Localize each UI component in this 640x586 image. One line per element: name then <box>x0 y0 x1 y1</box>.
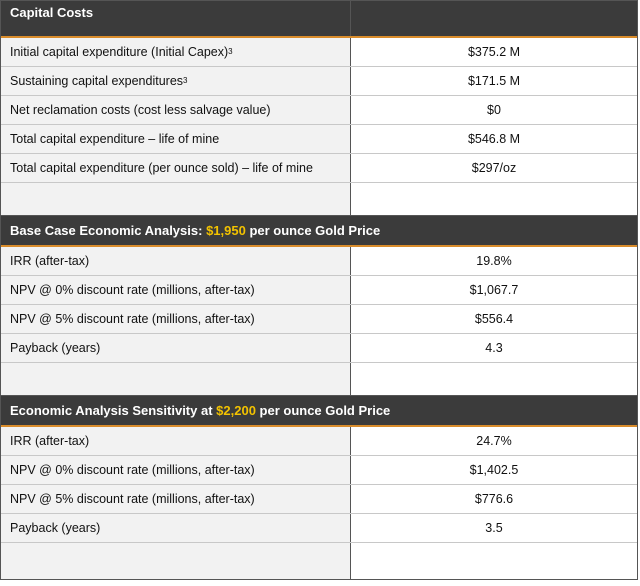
table-row <box>1 125 637 154</box>
row-value: $375.2 M <box>351 38 637 66</box>
sensitivity-title: Economic Analysis Sensitivity at $2,200 per ounce Gold Price <box>10 403 391 418</box>
row-label: NPV @ 0% discount rate (millions, after-tax) <box>1 456 351 484</box>
capital-costs-title: Capital Costs <box>1 1 351 36</box>
row-value: $171.5 M <box>351 67 637 95</box>
row-value: $1,402.5 <box>351 456 637 484</box>
table-row <box>1 38 637 67</box>
table-row <box>1 485 637 514</box>
row-label: IRR (after-tax) <box>1 427 351 455</box>
capital-costs-header <box>1 1 637 38</box>
spacer-row <box>1 363 637 396</box>
row-label: Net reclamation costs (cost less salvage value) <box>1 96 351 124</box>
row-label: IRR (after-tax) <box>1 247 351 275</box>
table-row <box>1 305 637 334</box>
row-value: 4.3 <box>351 334 637 362</box>
row-label: Initial capital expenditure (Initial Capex) 3 <box>1 38 351 66</box>
row-value: 3.5 <box>351 514 637 542</box>
base-case-header <box>1 216 637 247</box>
spacer-row <box>1 543 637 579</box>
table-row <box>1 154 637 183</box>
row-value: $546.8 M <box>351 125 637 153</box>
row-value: $556.4 <box>351 305 637 333</box>
row-value: $1,067.7 <box>351 276 637 304</box>
sensitivity-header <box>1 396 637 427</box>
row-label: NPV @ 5% discount rate (millions, after-tax) <box>1 305 351 333</box>
base-case-title: Base Case Economic Analysis: $1,950 per ounce Gold Price <box>10 223 381 238</box>
base-case-price: $1,950 <box>206 223 246 238</box>
row-label: Payback (years) <box>1 514 351 542</box>
row-label: Sustaining capital expenditures 3 <box>1 67 351 95</box>
row-value: $297/oz <box>351 154 637 182</box>
table-row <box>1 276 637 305</box>
row-value: $776.6 <box>351 485 637 513</box>
spacer-row <box>1 183 637 216</box>
table-row <box>1 334 637 363</box>
row-value: $0 <box>351 96 637 124</box>
table-row <box>1 96 637 125</box>
capital-costs-header-blank <box>351 1 637 36</box>
sensitivity-price: $2,200 <box>216 403 256 418</box>
row-label: NPV @ 5% discount rate (millions, after-tax) <box>1 485 351 513</box>
row-label: Total capital expenditure (per ounce sold) – life of mine <box>1 154 351 182</box>
row-value: 24.7% <box>351 427 637 455</box>
table-row <box>1 514 637 543</box>
table-row <box>1 427 637 456</box>
row-label: Payback (years) <box>1 334 351 362</box>
row-label: NPV @ 0% discount rate (millions, after-tax) <box>1 276 351 304</box>
table-row <box>1 247 637 276</box>
table-row <box>1 67 637 96</box>
row-value: 19.8% <box>351 247 637 275</box>
row-label: Total capital expenditure – life of mine <box>1 125 351 153</box>
table-row <box>1 456 637 485</box>
